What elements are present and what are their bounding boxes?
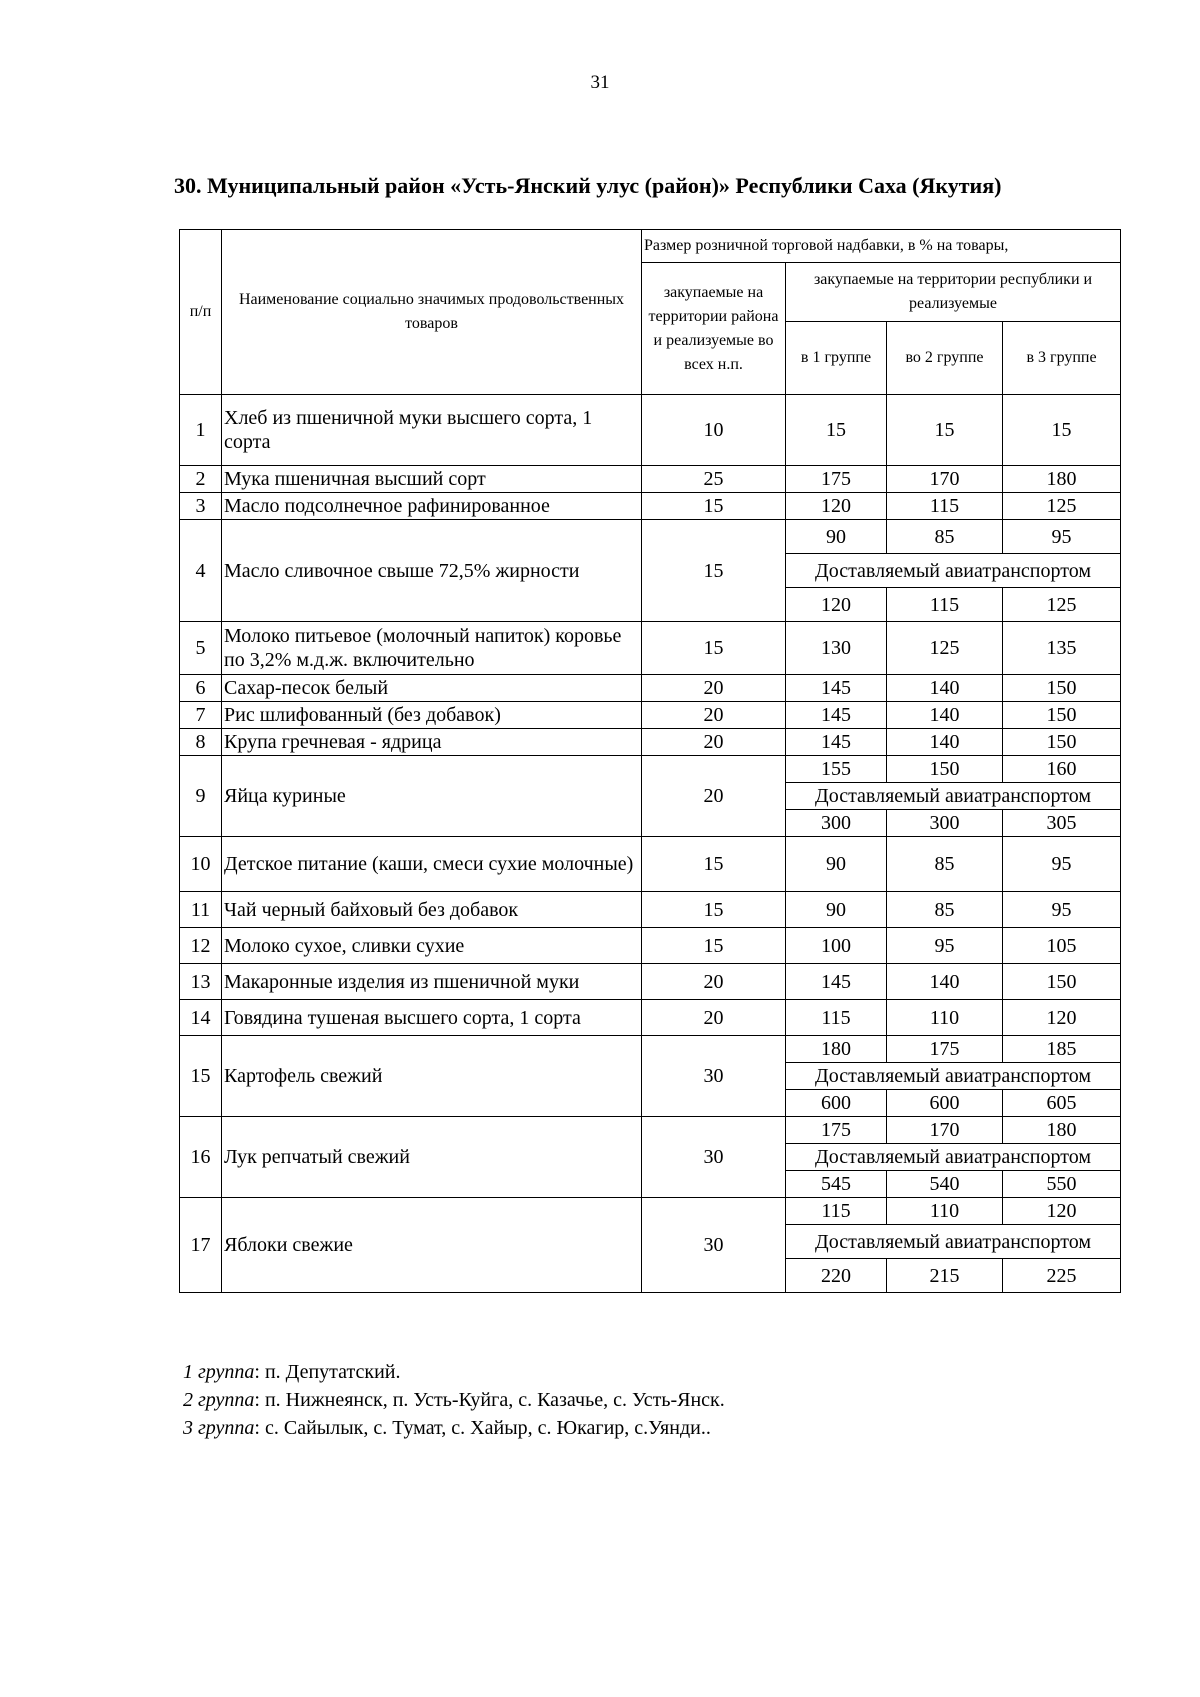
table-row [180,622,1121,675]
row-number: 15 [180,1036,222,1117]
row-number: 11 [180,892,222,928]
product-name: Чай черный байховый без добавок [222,892,642,928]
table-row [180,1000,1121,1036]
local-markup: 20 [642,675,786,702]
group-1-markup: 90 [786,892,887,928]
footnote-text: : п. Нижнеянск, п. Усть-Куйга, с. Казачье, с. Усть-Янск. [254,1389,725,1411]
row-number: 10 [180,837,222,892]
row-number: 9 [180,756,222,837]
product-name: Мука пшеничная высший сорт [222,466,642,493]
table-row [180,729,1121,756]
table-row [180,395,1121,466]
group-3-markup: 150 [1003,702,1121,729]
group-3-markup: 180 [1003,1117,1121,1144]
product-name: Лук репчатый свежий [222,1117,642,1198]
group-3-markup: 185 [1003,1036,1121,1063]
group-2-markup: 170 [887,466,1003,493]
header-name: Наименование социально значимых продовольственных товаров [222,230,642,395]
air-group-3-markup: 605 [1003,1090,1121,1117]
group-1-markup: 145 [786,964,887,1000]
group-1-markup: 175 [786,466,887,493]
group-3-markup: 150 [1003,964,1121,1000]
footnote-text: : с. Сайылык, с. Тумат, с. Хайыр, с. Юкагир, с.Уянди.. [254,1417,711,1439]
group-3-markup: 180 [1003,466,1121,493]
group-2-markup: 140 [887,964,1003,1000]
air-delivery-label: Доставляемый авиатранспортом [786,1144,1121,1171]
group-1-markup: 115 [786,1000,887,1036]
air-delivery-label: Доставляемый авиатранспортом [786,1225,1121,1259]
page-number: 31 [590,72,610,93]
group-2-markup: 140 [887,675,1003,702]
local-markup: 15 [642,520,786,622]
table-row [180,466,1121,493]
product-name: Молоко питьевое (молочный напиток) коровье по 3,2% м.д.ж. включительно [222,622,642,675]
product-name: Сахар-песок белый [222,675,642,702]
group-2-markup: 170 [887,1117,1003,1144]
local-markup: 15 [642,622,786,675]
table-row [180,675,1121,702]
air-group-2-markup: 540 [887,1171,1003,1198]
air-group-3-markup: 305 [1003,810,1121,837]
row-number: 7 [180,702,222,729]
row-number: 16 [180,1117,222,1198]
group-1-markup: 175 [786,1117,887,1144]
table-row [180,1117,1121,1144]
table-row [180,964,1121,1000]
air-group-3-markup: 125 [1003,588,1121,622]
footnote-label: 1 группа [183,1361,255,1383]
local-markup: 30 [642,1198,786,1293]
air-delivery-label: Доставляемый авиатранспортом [786,783,1121,810]
header-group-3: в 3 группе [1003,322,1121,395]
group-2-markup: 150 [887,756,1003,783]
group-3-markup: 95 [1003,520,1121,554]
group-2-markup: 140 [887,702,1003,729]
product-name: Масло подсолнечное рафинированное [222,493,642,520]
air-group-2-markup: 215 [887,1259,1003,1293]
table-row [180,1198,1121,1225]
row-number: 5 [180,622,222,675]
group-3-markup: 120 [1003,1000,1121,1036]
local-markup: 25 [642,466,786,493]
table-row [180,892,1121,928]
local-markup: 20 [642,964,786,1000]
group-2-markup: 110 [887,1198,1003,1225]
local-markup: 30 [642,1117,786,1198]
footnote-group-2 [183,1386,1083,1414]
row-number: 4 [180,520,222,622]
product-name: Хлеб из пшеничной муки высшего сорта, 1 сорта [222,395,642,466]
product-name: Рис шлифованный (без добавок) [222,702,642,729]
local-markup: 15 [642,493,786,520]
air-group-1-markup: 600 [786,1090,887,1117]
product-name: Крупа гречневая - ядрица [222,729,642,756]
group-3-markup: 160 [1003,756,1121,783]
local-markup: 20 [642,1000,786,1036]
row-number: 8 [180,729,222,756]
group-1-markup: 155 [786,756,887,783]
local-markup: 15 [642,837,786,892]
group-2-markup: 85 [887,837,1003,892]
air-group-2-markup: 600 [887,1090,1003,1117]
product-name: Яйца куриные [222,756,642,837]
footnote-label: 3 группа [183,1417,255,1439]
product-name: Яблоки свежие [222,1198,642,1293]
group-1-markup: 130 [786,622,887,675]
group-1-markup: 180 [786,1036,887,1063]
air-group-1-markup: 120 [786,588,887,622]
document-title: 30. Муниципальный район «Усть-Янский улус (район)» Республики Саха (Якутия) [174,173,1002,198]
header-num: п/п [180,230,222,395]
header-local: закупаемые на территории района и реализуемые во всех н.п. [642,263,786,395]
group-2-markup: 115 [887,493,1003,520]
row-number: 13 [180,964,222,1000]
table-row [180,520,1121,554]
product-name: Макаронные изделия из пшеничной муки [222,964,642,1000]
group-3-markup: 135 [1003,622,1121,675]
air-group-2-markup: 300 [887,810,1003,837]
group-2-markup: 85 [887,520,1003,554]
markup-table [179,229,1121,1293]
row-number: 2 [180,466,222,493]
group-3-markup: 105 [1003,928,1121,964]
group-1-markup: 120 [786,493,887,520]
footnote-group-3 [183,1414,1083,1442]
group-3-markup: 15 [1003,395,1121,466]
group-2-markup: 175 [887,1036,1003,1063]
row-number: 12 [180,928,222,964]
air-group-1-markup: 300 [786,810,887,837]
row-number: 3 [180,493,222,520]
table-row [180,928,1121,964]
group-1-markup: 145 [786,729,887,756]
header-group-1: в 1 группе [786,322,887,395]
group-1-markup: 115 [786,1198,887,1225]
local-markup: 20 [642,756,786,837]
product-name: Масло сливочное свыше 72,5% жирности [222,520,642,622]
product-name: Говядина тушеная высшего сорта, 1 сорта [222,1000,642,1036]
row-number: 14 [180,1000,222,1036]
group-2-markup: 15 [887,395,1003,466]
local-markup: 20 [642,702,786,729]
footnote-label: 2 группа [183,1389,255,1411]
row-number: 1 [180,395,222,466]
footnotes [183,1358,1083,1442]
air-delivery-label: Доставляемый авиатранспортом [786,1063,1121,1090]
local-markup: 10 [642,395,786,466]
group-1-markup: 90 [786,520,887,554]
group-1-markup: 145 [786,675,887,702]
air-group-2-markup: 115 [887,588,1003,622]
group-2-markup: 125 [887,622,1003,675]
local-markup: 20 [642,729,786,756]
air-group-3-markup: 550 [1003,1171,1121,1198]
group-3-markup: 95 [1003,837,1121,892]
group-3-markup: 120 [1003,1198,1121,1225]
local-markup: 15 [642,928,786,964]
group-3-markup: 150 [1003,675,1121,702]
group-2-markup: 110 [887,1000,1003,1036]
footnote-group-1 [183,1358,1083,1386]
table-row [180,1036,1121,1063]
footnote-text: : п. Депутатский. [254,1361,401,1383]
local-markup: 30 [642,1036,786,1117]
air-delivery-label: Доставляемый авиатранспортом [786,554,1121,588]
group-1-markup: 145 [786,702,887,729]
row-number: 6 [180,675,222,702]
group-3-markup: 125 [1003,493,1121,520]
product-name: Молоко сухое, сливки сухие [222,928,642,964]
header-group-2: во 2 группе [887,322,1003,395]
group-3-markup: 95 [1003,892,1121,928]
group-2-markup: 85 [887,892,1003,928]
product-name: Детское питание (каши, смеси сухие молочные) [222,837,642,892]
header-markup: Размер розничной торговой надбавки, в % на товары, [642,230,1121,263]
header-republic: закупаемые на территории республики и реализуемые [786,263,1121,322]
row-number: 17 [180,1198,222,1293]
group-1-markup: 100 [786,928,887,964]
air-group-1-markup: 220 [786,1259,887,1293]
group-2-markup: 95 [887,928,1003,964]
product-name: Картофель свежий [222,1036,642,1117]
group-3-markup: 150 [1003,729,1121,756]
local-markup: 15 [642,892,786,928]
table-row [180,702,1121,729]
group-1-markup: 90 [786,837,887,892]
table-row [180,493,1121,520]
group-2-markup: 140 [887,729,1003,756]
air-group-3-markup: 225 [1003,1259,1121,1293]
air-group-1-markup: 545 [786,1171,887,1198]
table-row [180,756,1121,783]
group-1-markup: 15 [786,395,887,466]
table-row [180,837,1121,892]
